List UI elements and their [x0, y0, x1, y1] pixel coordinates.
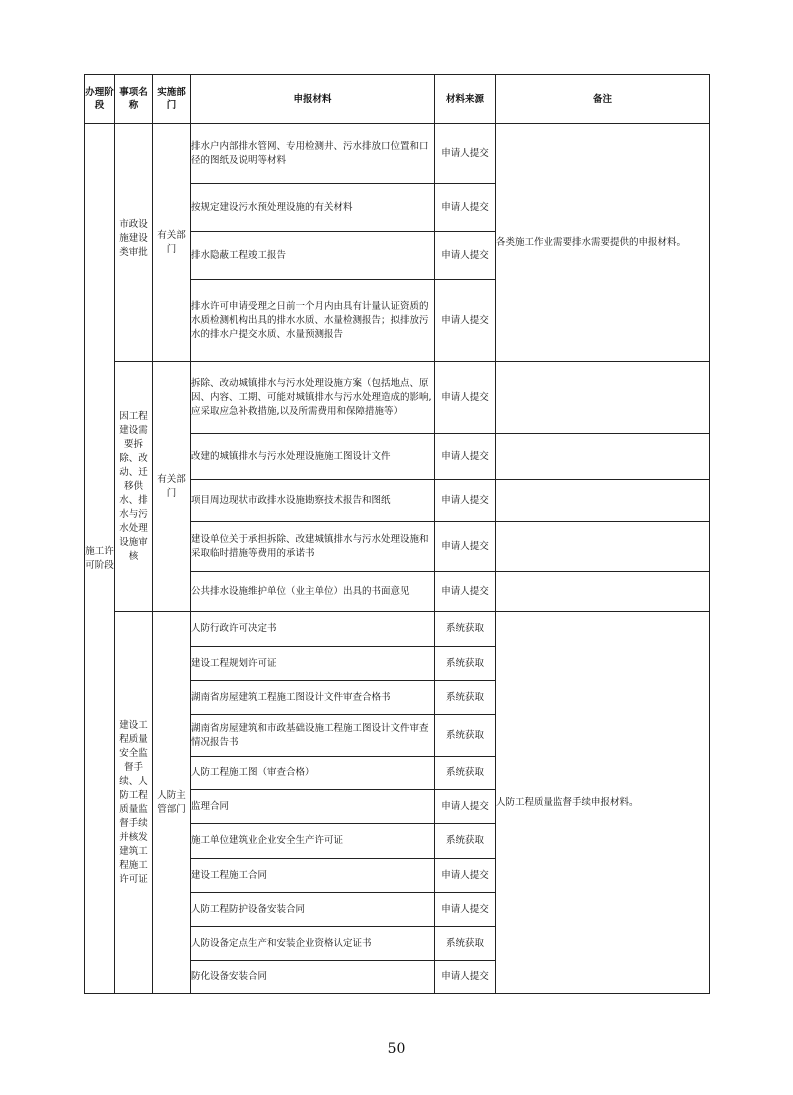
table-row: [85, 362, 710, 434]
material-cell: 建设工程施工合同: [191, 859, 435, 893]
source-cell: 申请人提交: [435, 893, 496, 927]
source-cell: 申请人提交: [435, 232, 496, 280]
source-cell: 申请人提交: [435, 522, 496, 572]
remarks-cell: [496, 480, 710, 522]
header-row: [85, 75, 710, 124]
source-cell: 系统获取: [435, 681, 496, 715]
source-cell: 申请人提交: [435, 961, 496, 994]
material-cell: 拆除、改动城镇排水与污水处理设施方案（包括地点、原因、内容、工期、可能对城镇排水与污水处理造成的影响,应采取应急补救措施,以及所需费用和保障措施等）: [191, 362, 435, 434]
source-cell: 申请人提交: [435, 859, 496, 893]
dept-cell: 有关部门: [153, 362, 191, 612]
materials-table: [84, 74, 710, 994]
source-cell: 申请人提交: [435, 434, 496, 480]
remarks-cell: [496, 362, 710, 434]
remarks-cell: [496, 434, 710, 480]
material-cell: 建设单位关于承担拆除、改建城镇排水与污水处理设施和采取临时措施等费用的承诺书: [191, 522, 435, 572]
source-cell: 系统获取: [435, 647, 496, 681]
header-materials: 申报材料: [191, 75, 435, 124]
header-remarks: 备注: [496, 75, 710, 124]
remarks-cell: [496, 572, 710, 612]
material-cell: 人防工程施工图（审查合格）: [191, 757, 435, 790]
material-cell: 建设工程规划许可证: [191, 647, 435, 681]
page-number: 50: [387, 1041, 406, 1057]
material-cell: 人防设备定点生产和安装企业资格认定证书: [191, 927, 435, 961]
source-cell: 申请人提交: [435, 572, 496, 612]
header-source: 材料来源: [435, 75, 496, 124]
material-cell: 改建的城镇排水与污水处理设施施工图设计文件: [191, 434, 435, 480]
remarks-cell: 人防工程质量监督手续申报材料。: [496, 612, 710, 994]
item-name-cell: 市政设施建设类审批: [115, 124, 153, 362]
material-cell: 施工单位建筑业企业安全生产许可证: [191, 824, 435, 859]
dept-cell: 人防主管部门: [153, 612, 191, 994]
item-name-cell: 建设工程质量安全监督手续、人防工程质量监督手续并核发建筑工程施工许可证: [115, 612, 153, 994]
material-cell: 项目周边现状市政排水设施勘察技术报告和图纸: [191, 480, 435, 522]
table-row: [85, 124, 710, 184]
header-item: 事项名称: [115, 75, 153, 124]
material-cell: 人防行政许可决定书: [191, 612, 435, 647]
material-cell: 排水许可申请受理之日前一个月内由具有计量认证资质的水质检测机构出具的排水水质、水量检测报告；拟排放污水的排水户提交水质、水量预测报告: [191, 280, 435, 362]
remarks-cell: 各类施工作业需要排水需要提供的申报材料。: [496, 124, 710, 362]
header-dept: 实施部门: [153, 75, 191, 124]
source-cell: 系统获取: [435, 612, 496, 647]
stage-cell: 施工许可阶段: [85, 124, 115, 994]
header-stage: 办理阶段: [85, 75, 115, 124]
material-cell: 人防工程防护设备安装合同: [191, 893, 435, 927]
material-cell: 湖南省房屋建筑工程施工图设计文件审查合格书: [191, 681, 435, 715]
material-cell: 公共排水设施维护单位（业主单位）出具的书面意见: [191, 572, 435, 612]
table-row: [85, 612, 710, 647]
source-cell: 申请人提交: [435, 124, 496, 184]
material-cell: 按规定建设污水预处理设施的有关材料: [191, 184, 435, 232]
source-cell: 申请人提交: [435, 280, 496, 362]
source-cell: 系统获取: [435, 927, 496, 961]
source-cell: 系统获取: [435, 757, 496, 790]
dept-cell: 有关部门: [153, 124, 191, 362]
material-cell: 排水户内部排水管网、专用检测井、污水排放口位置和口径的图纸及说明等材料: [191, 124, 435, 184]
material-cell: 监理合同: [191, 790, 435, 824]
source-cell: 系统获取: [435, 715, 496, 757]
material-cell: 排水隐蔽工程竣工报告: [191, 232, 435, 280]
remarks-cell: [496, 522, 710, 572]
source-cell: 系统获取: [435, 824, 496, 859]
material-cell: 防化设备安装合同: [191, 961, 435, 994]
source-cell: 申请人提交: [435, 480, 496, 522]
material-cell: 湖南省房屋建筑和市政基础设施工程施工图设计文件审查情况报告书: [191, 715, 435, 757]
source-cell: 申请人提交: [435, 184, 496, 232]
source-cell: 申请人提交: [435, 790, 496, 824]
source-cell: 申请人提交: [435, 362, 496, 434]
item-name-cell: 因工程建设需要拆除、改动、迁移供水、排水与污水处理设施审核: [115, 362, 153, 612]
